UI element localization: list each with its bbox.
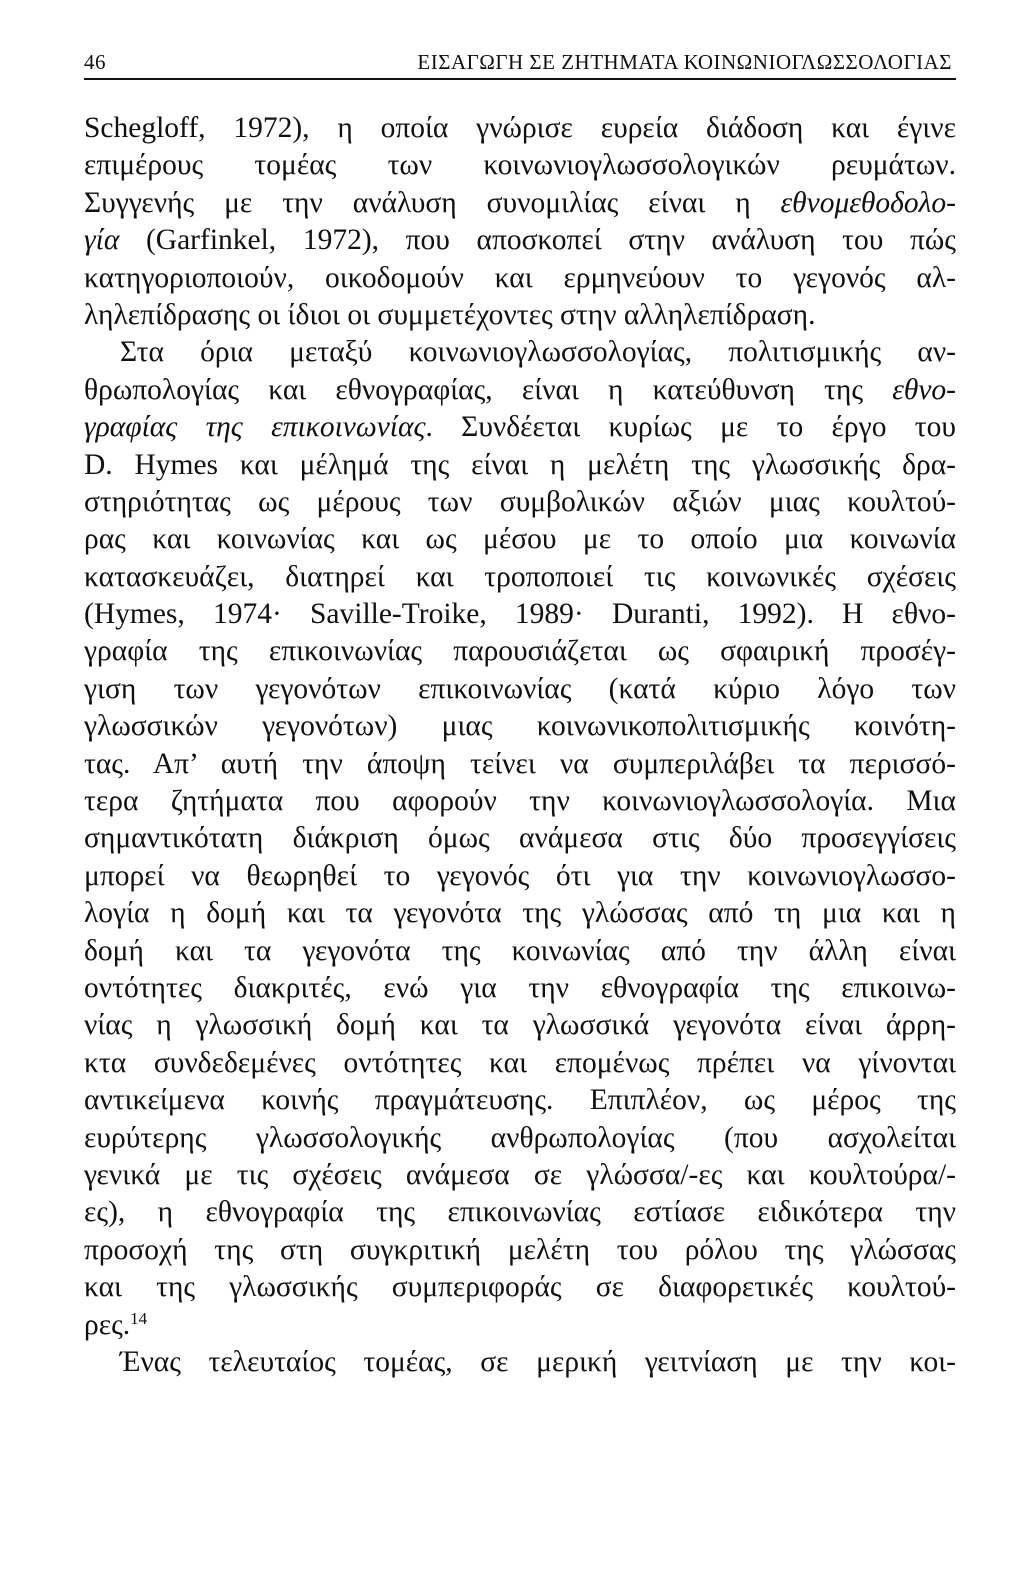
text-segment: ρας και κοινωνίας και ως μέσου με το οποίο μια κοινωνία: [84, 523, 956, 556]
text-segment: γλωσσικών γεγονότων) μιας κοινωνικοπολιτισμικής κοινότη-: [84, 710, 956, 743]
text-line: [84, 260, 956, 297]
running-header: [84, 48, 956, 80]
text-line: [84, 559, 956, 596]
text-line: [84, 671, 956, 708]
text-line: [84, 222, 956, 259]
text-line: [84, 1045, 956, 1082]
text-line: [84, 708, 956, 745]
text-line: [84, 297, 956, 334]
text-segment: και της γλωσσικής συμπεριφοράς σε διαφορετικές κουλτού-: [84, 1271, 956, 1304]
text-line: [84, 1157, 956, 1194]
text-line: [84, 409, 956, 446]
text-segment: γραφία της επικοινωνίας παρουσιάζεται ως σφαιρική προσέγ-: [84, 635, 956, 668]
text-segment: κατηγοριοποιούν, οικοδομούν και ερμηνεύουν το γεγονός αλ-: [84, 261, 956, 294]
text-segment: ευρύτερης γλωσσολογικής ανθρωπολογίας (που ασχολείται: [84, 1121, 956, 1154]
text-line: [84, 783, 956, 820]
text-line: [84, 1307, 956, 1344]
book-page: [84, 48, 956, 1381]
running-title: ΕΙΣΑΓΩΓΗ ΣΕ ΖΗΤΗΜΑΤΑ ΚΟΙΝΩΝΙΟΓΛΩΣΣΟΛΟΓΙΑΣ: [417, 50, 952, 74]
text-segment: νίας η γλωσσική δομή και τα γλωσσικά γεγονότα είναι άρρη-: [84, 1009, 956, 1042]
text-line: [84, 110, 956, 147]
text-segment: (Garfinkel, 1972), που αποσκοπεί στην ανάλυση του πώς: [119, 224, 956, 257]
italic-term: εθνο-: [892, 373, 956, 406]
text-line: [84, 1344, 956, 1381]
text-line: [84, 1082, 956, 1119]
page-number: 46: [84, 50, 106, 74]
text-line: [84, 447, 956, 484]
text-line: [84, 1269, 956, 1306]
text-segment: Ένας τελευταίος τομέας, σε μερική γειτνίαση με την κοι-: [120, 1345, 956, 1378]
text-segment: τας. Απ’ αυτή την άποψη τείνει να συμπεριλάβει τα περισσό-: [84, 747, 956, 780]
text-line: [84, 521, 956, 558]
text-segment: Στα όρια μεταξύ κοινωνιογλωσσολογίας, πολιτισμικής αν-: [120, 336, 956, 369]
text-line: [84, 372, 956, 409]
text-line: [84, 1007, 956, 1044]
text-segment: (Hymes, 1974· Saville-Troike, 1989· Duranti, 1992). Η εθνο-: [84, 598, 956, 631]
text-segment: αντικείμενα κοινής πραγμάτευσης. Επιπλέον, ως μέρος της: [84, 1084, 956, 1117]
text-segment: . Συνδέεται κυρίως με το έργο του: [425, 411, 956, 444]
text-segment: κατασκευάζει, διατηρεί και τροποποιεί τις κοινωνικές σχέσεις: [84, 560, 956, 593]
text-line: [84, 858, 956, 895]
italic-term: εθνομεθοδολο-: [780, 186, 956, 219]
text-line: [84, 147, 956, 184]
text-segment: ες), η εθνογραφία της επικοινωνίας εστίασε ειδικότερα την: [84, 1196, 956, 1229]
text-line: [84, 633, 956, 670]
text-segment: λογία η δομή και τα γεγονότα της γλώσσας από τη μια και η: [84, 897, 956, 930]
text-segment: επιμέρους τομέας των κοινωνιογλωσσολογικών ρευμάτων.: [84, 149, 956, 182]
text-segment: κτα συνδεδεμένες οντότητες και επομένως πρέπει να γίνονται: [84, 1046, 956, 1079]
text-line: [84, 1232, 956, 1269]
text-segment: στηριότητας ως μέρους των συμβολικών αξιών μιας κουλτού-: [84, 485, 956, 518]
text-segment: θρωπολογίας και εθνογραφίας, είναι η κατεύθυνση της: [84, 373, 893, 406]
text-line: [84, 1194, 956, 1231]
text-segment: ληλεπίδρασης οι ίδιοι οι συμμετέχοντες στην αλληλεπίδραση.: [84, 298, 816, 331]
text-segment: ρες.: [84, 1308, 131, 1341]
text-line: [84, 895, 956, 932]
text-segment: σημαντικότατη διάκριση όμως ανάμεσα στις δύο προσεγγίσεις: [84, 822, 956, 855]
footnote-marker: 14: [130, 1308, 148, 1328]
text-line: [84, 185, 956, 222]
body-text: [84, 110, 956, 1381]
text-line: [84, 1120, 956, 1157]
text-line: [84, 970, 956, 1007]
text-segment: Schegloff, 1972), η οποία γνώρισε ευρεία διάδοση και έγινε: [84, 112, 956, 144]
text-segment: τερα ζητήματα που αφορούν την κοινωνιογλωσσολογία. Μια: [84, 785, 956, 818]
text-line: [84, 596, 956, 633]
italic-term: γία: [84, 224, 120, 257]
text-line: [84, 484, 956, 521]
text-line: [84, 746, 956, 783]
text-segment: γενικά με τις σχέσεις ανάμεσα σε γλώσσα/-ες και κουλτούρα/-: [84, 1158, 956, 1191]
text-line: [84, 820, 956, 857]
text-segment: μπορεί να θεωρηθεί το γεγονός ότι για την κοινωνιογλωσσο-: [84, 859, 956, 892]
text-segment: δομή και τα γεγονότα της κοινωνίας από την άλλη είναι: [84, 934, 956, 967]
text-segment: Συγγενής με την ανάλυση συνομιλίας είναι η: [84, 186, 781, 219]
text-line: [84, 334, 956, 371]
text-line: [84, 933, 956, 970]
italic-term: γραφίας της επικοινωνίας: [84, 411, 426, 444]
text-segment: γιση των γεγονότων επικοινωνίας (κατά κύριο λόγο των: [84, 672, 956, 705]
text-segment: D. Hymes και μέλημά της είναι η μελέτη της γλωσσικής δρα-: [84, 448, 956, 481]
text-segment: προσοχή της στη συγκριτική μελέτη του ρόλου της γλώσσας: [84, 1233, 956, 1266]
text-segment: οντότητες διακριτές, ενώ για την εθνογραφία της επικοινω-: [84, 971, 956, 1004]
